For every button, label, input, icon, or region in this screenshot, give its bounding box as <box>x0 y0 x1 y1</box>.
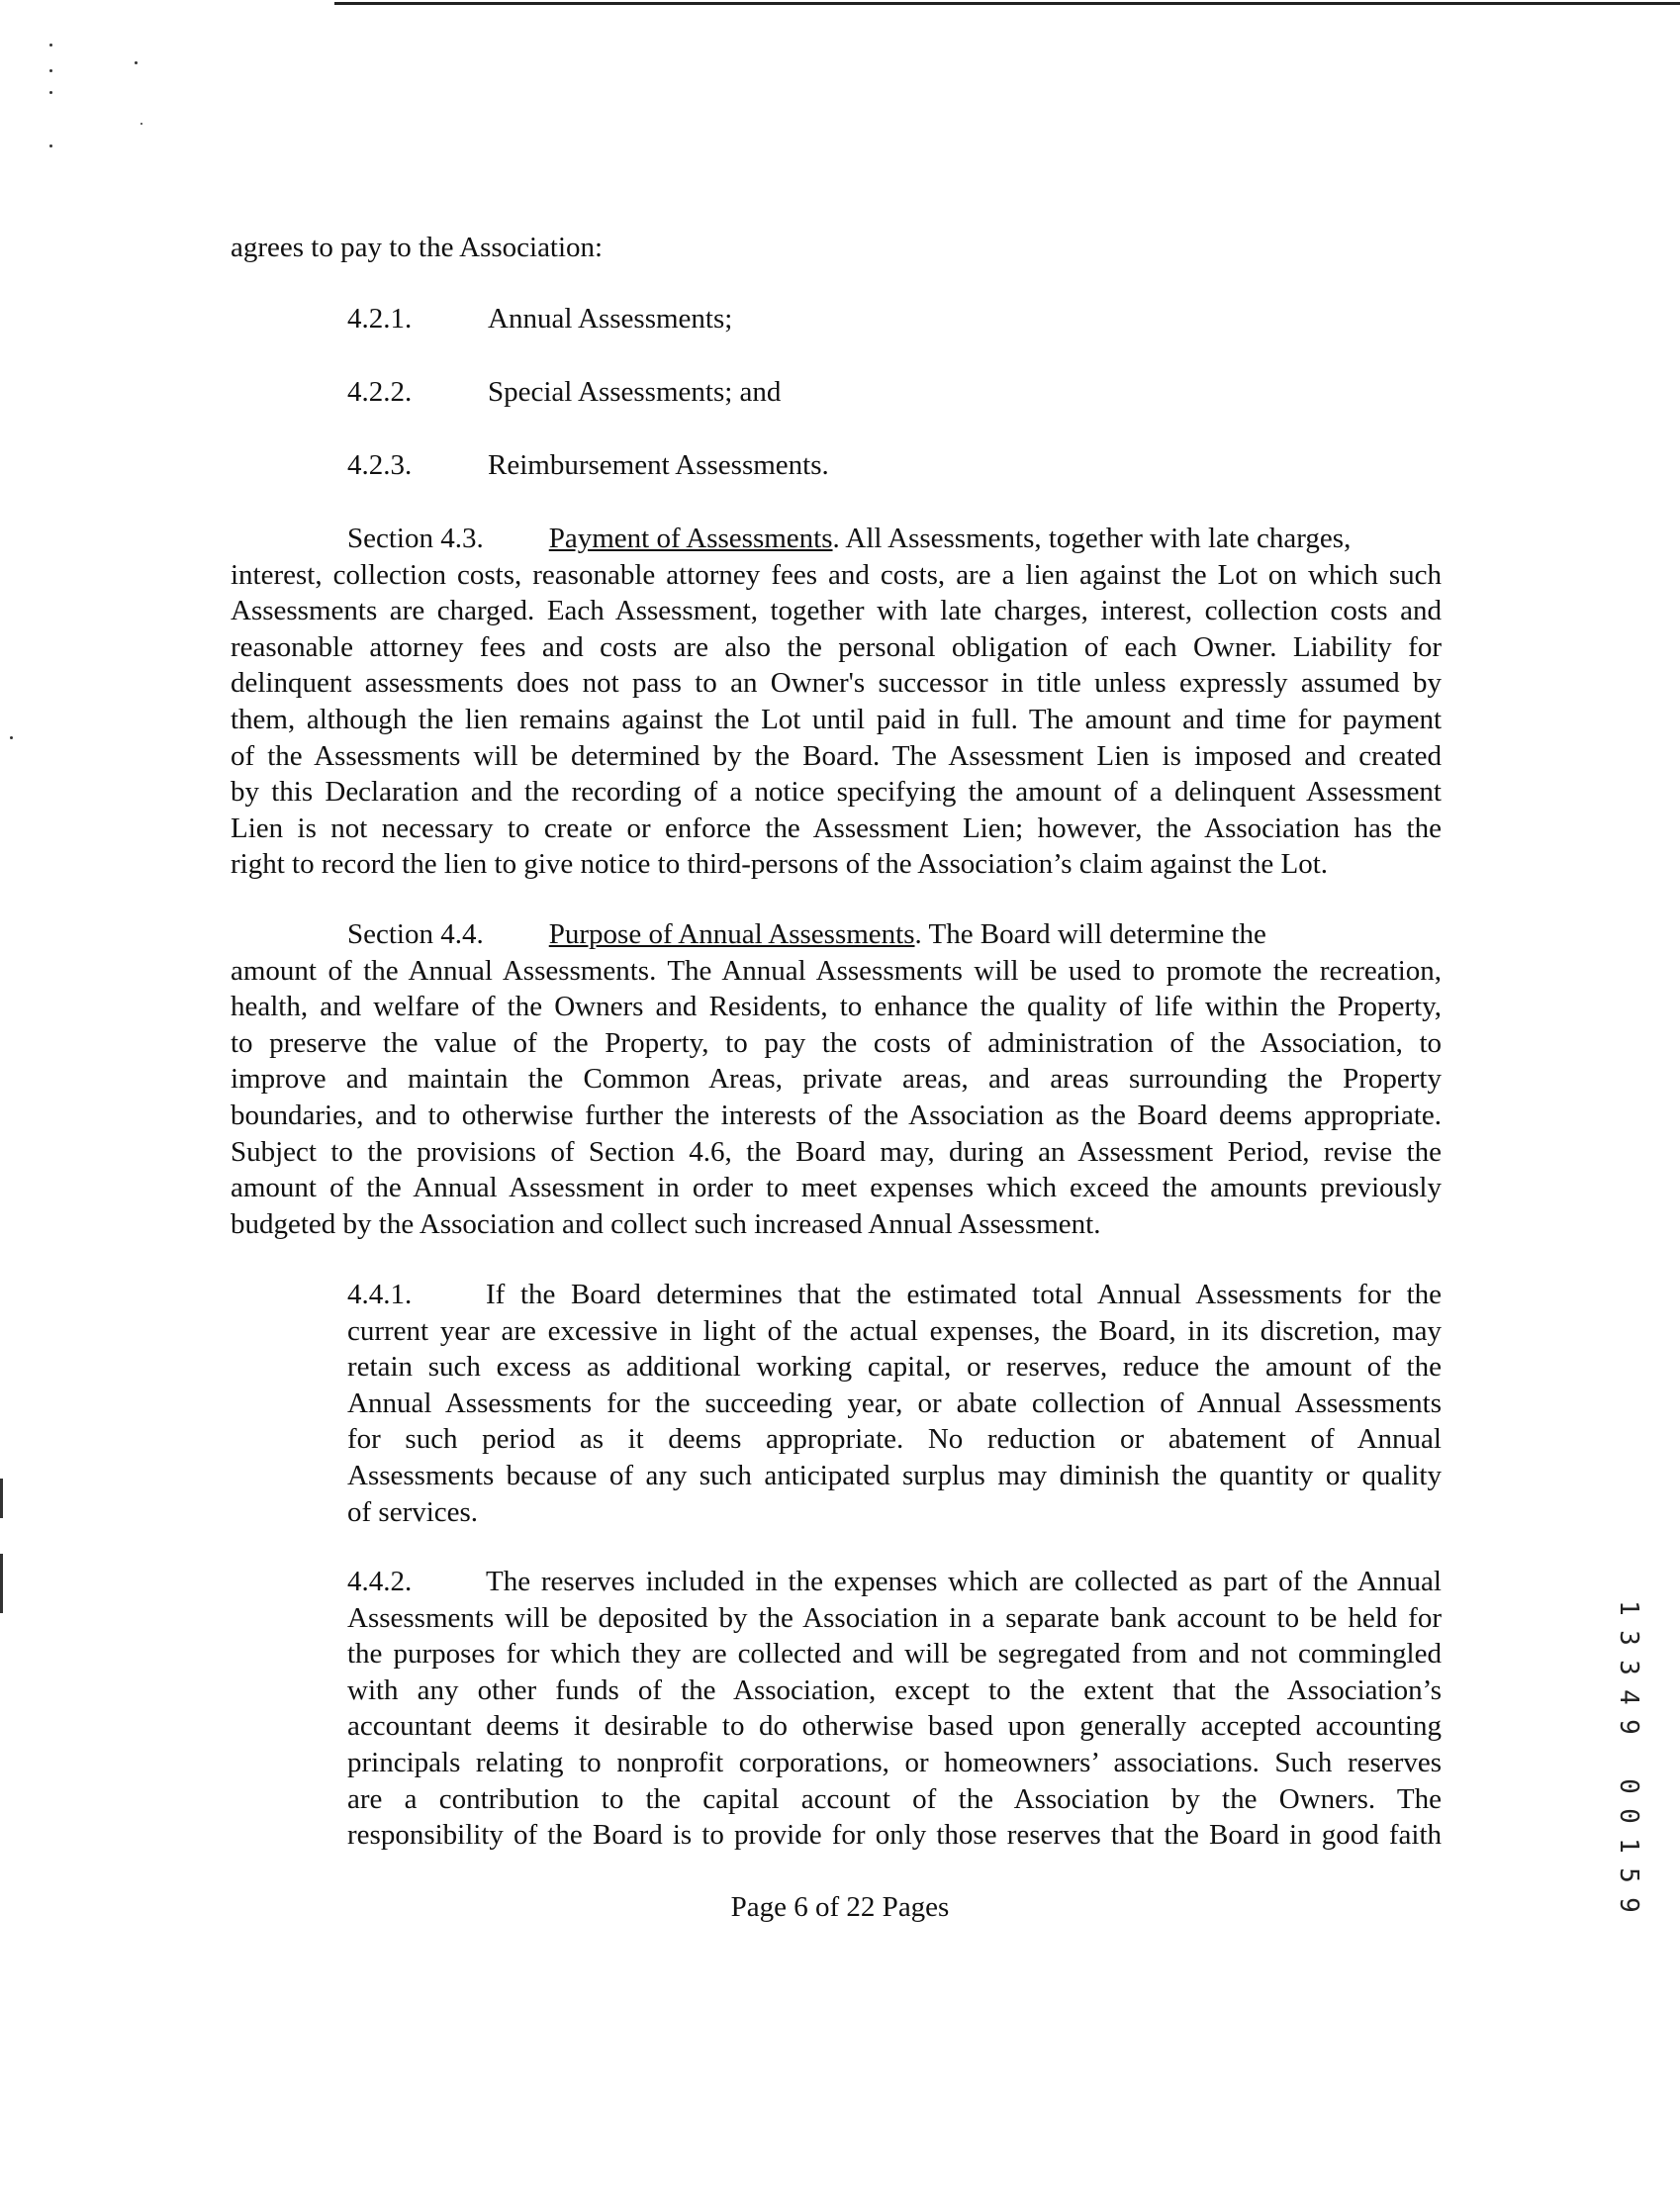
scan-speck <box>49 144 52 147</box>
scan-speck <box>10 736 13 739</box>
list-item-label: Annual Assessments; <box>488 303 733 335</box>
list-item-label: Reimbursement Assessments. <box>488 449 829 481</box>
paragraph-line: improve and maintain the Common Areas, private areas, and areas surrounding the Property <box>231 1063 1442 1096</box>
scan-speck <box>49 44 52 47</box>
subsection-4-4-1-paragraph <box>347 1277 1442 1530</box>
section-heading: Section 4.4. <box>347 918 484 950</box>
paragraph-line: boundaries, and to otherwise further the interests of the Association as the Board deems appropriate. <box>231 1099 1442 1131</box>
paragraph-line: Lien is not necessary to create or enforce the Assessment Lien; however, the Association has the <box>231 812 1442 844</box>
stamp-digit: 9 <box>1614 1897 1643 1913</box>
paragraph-line: to preserve the value of the Property, to pay the costs of administration of the Association, to <box>231 1026 1442 1059</box>
stamp-digit: 9 <box>1614 1719 1643 1735</box>
stamp-digit: 1 <box>1614 1838 1643 1854</box>
paragraph-line: amount of the Annual Assessment in order to meet expenses which exceed the amounts previously <box>231 1172 1442 1204</box>
paragraph-line: right to record the lien to give notice to third-persons of the Association’s claim against the Lot. <box>231 848 1328 881</box>
scan-speck <box>49 69 52 72</box>
paragraph-line: health, and welfare of the Owners and Residents, to enhance the quality of life within the Property, <box>231 991 1442 1023</box>
stamp-digit: 3 <box>1614 1660 1643 1675</box>
recording-number-stamp <box>1611 1593 1646 1999</box>
paragraph-line: interest, collection costs, reasonable attorney fees and costs, are a lien against the Lot on which such <box>231 558 1442 591</box>
page-footer: Page 6 of 22 Pages <box>730 1891 950 1923</box>
intro-line: agrees to pay to the Association: <box>231 232 604 263</box>
list-item-label: Special Assessments; and <box>488 376 782 408</box>
paragraph-line: of services. <box>347 1495 479 1528</box>
stamp-digit: 4 <box>1614 1689 1643 1705</box>
list-item-number: 4.2.3. <box>347 449 413 481</box>
stamp-digit: 0 <box>1614 1778 1643 1794</box>
paragraph-line: delinquent assessments does not pass to an Owner's successor in title unless expressly assumed by <box>231 667 1442 700</box>
list-item-number: 4.2.1. <box>347 303 413 335</box>
stamp-digit: 3 <box>1614 1630 1643 1646</box>
stamp-digit: 0 <box>1614 1808 1643 1824</box>
paragraph-text: . The Board will determine the <box>914 918 1266 950</box>
paragraph-line: reasonable attorney fees and costs are also the personal obligation of each Owner. Liability for <box>231 630 1442 663</box>
subsection-number: 4.4.1. <box>347 1279 413 1310</box>
paragraph-line: responsibility of the Board is to provide for only those reserves that the Board in good faith <box>347 1819 1442 1852</box>
paragraph-line: current year are excessive in light of the actual expenses, the Board, in its discretion, may <box>347 1314 1442 1347</box>
paragraph-line: by this Declaration and the recording of a notice specifying the amount of a delinquent Assessment <box>231 776 1442 809</box>
scan-speck <box>135 61 138 64</box>
paragraph-line: with any other funds of the Association, except to the extent that the Association’s <box>347 1673 1442 1706</box>
paragraph-line: are a contribution to the capital account of the Association by the Owners. The <box>347 1782 1442 1815</box>
top-scan-rule <box>334 2 1680 5</box>
paragraph-line <box>231 521 1442 557</box>
paragraph-line: Assessments will be deposited by the Association in a separate bank account to be held for <box>347 1601 1442 1634</box>
paragraph-line <box>347 1564 1442 1600</box>
section-title: Payment of Assessments <box>548 523 833 554</box>
section-4-3-paragraph <box>231 521 1442 883</box>
paragraph-line: retain such excess as additional working capital, or reserves, reduce the amount of the <box>347 1351 1442 1384</box>
stamp-digit: 5 <box>1614 1867 1643 1883</box>
paragraph-line: them, although the lien remains against the Lot until paid in full. The amount and time for payment <box>231 703 1442 735</box>
paragraph-line: budgeted by the Association and collect such increased Annual Assessment. <box>231 1207 1101 1240</box>
paragraph-line: for such period as it deems appropriate. No reduction or abatement of Annual <box>347 1423 1442 1456</box>
paragraph-line: the purposes for which they are collected and will be segregated from and not commingled <box>347 1638 1442 1671</box>
paragraph-line: Annual Assessments for the succeeding year, or abate collection of Annual Assessments <box>347 1386 1442 1419</box>
subsection-4-4-2-paragraph <box>347 1564 1442 1854</box>
paragraph-text: If the Board determines that the estimated total Annual Assessments for the <box>486 1279 1442 1310</box>
paragraph-line: accountant deems it desirable to do otherwise based upon generally accepted accounting <box>347 1710 1442 1743</box>
section-4-4-paragraph <box>231 916 1442 1242</box>
paragraph-line: Assessments because of any such anticipated surplus may diminish the quantity or quality <box>347 1459 1442 1491</box>
scan-speck <box>49 91 52 94</box>
paragraph-line: Subject to the provisions of Section 4.6, the Board may, during an Assessment Period, revise the <box>231 1135 1442 1168</box>
paragraph-line: principals relating to nonprofit corporations, or homeowners’ associations. Such reserves <box>347 1746 1442 1778</box>
paragraph-line: amount of the Annual Assessments. The Annual Assessments will be used to promote the recreation, <box>231 954 1442 987</box>
paragraph-line: Assessments are charged. Each Assessment, together with late charges, interest, collection costs and <box>231 595 1442 627</box>
list-item-number: 4.2.2. <box>347 376 413 408</box>
section-heading: Section 4.3. <box>347 523 484 554</box>
subsection-number: 4.4.2. <box>347 1566 413 1597</box>
scan-speck <box>0 1554 3 1613</box>
scan-speck <box>140 123 142 125</box>
scan-speck <box>0 1479 3 1518</box>
stamp-digit: 1 <box>1614 1600 1643 1616</box>
paragraph-line <box>231 916 1442 953</box>
section-title: Purpose of Annual Assessments <box>548 918 915 950</box>
paragraph-line <box>347 1277 1442 1313</box>
paragraph-text: The reserves included in the expenses which are collected as part of the Annual <box>486 1566 1442 1597</box>
paragraph-text: . All Assessments, together with late charges, <box>832 523 1352 554</box>
paragraph-line: of the Assessments will be determined by the Board. The Assessment Lien is imposed and created <box>231 739 1442 772</box>
